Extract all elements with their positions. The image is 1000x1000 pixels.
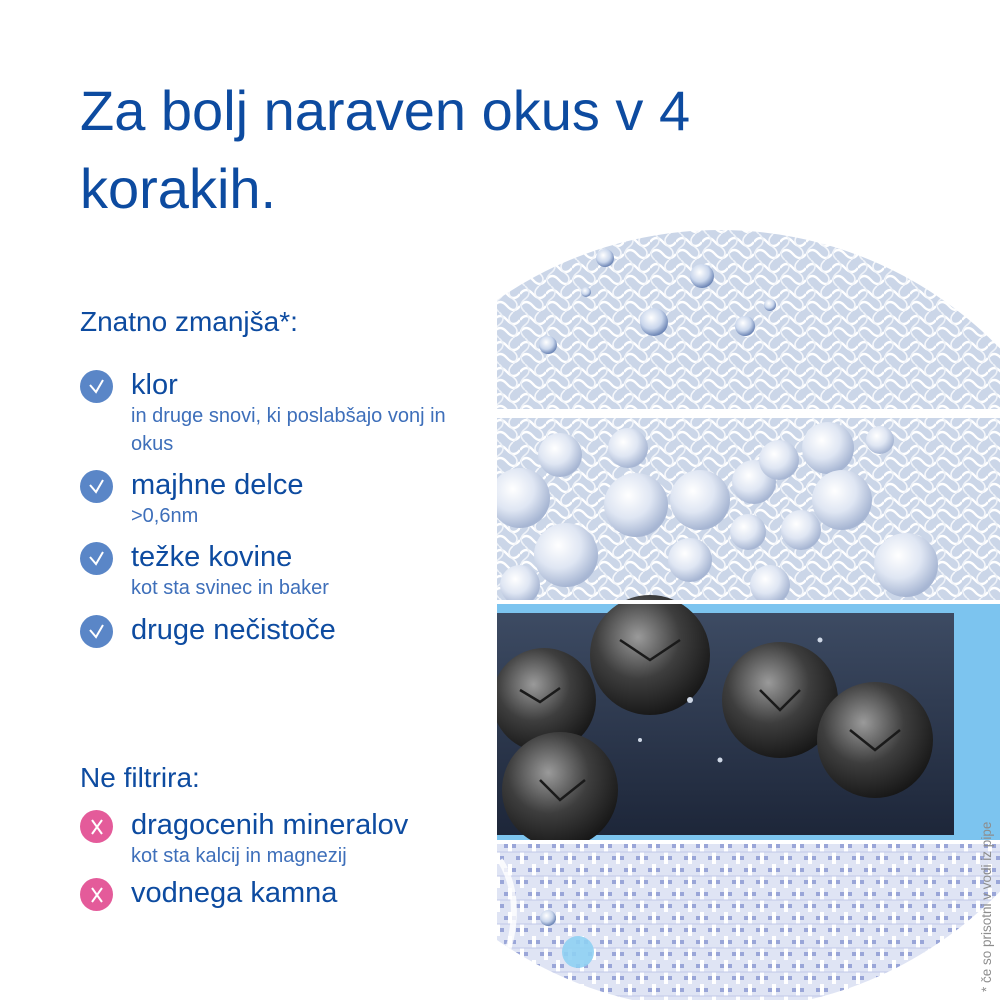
check-icon [80, 542, 113, 575]
layer-carbon [492, 595, 1000, 848]
list-item-particles [80, 468, 304, 530]
list-item-minerals [80, 808, 408, 870]
cross-icon [80, 810, 113, 843]
item-label: druge nečistoče [131, 614, 336, 646]
item-label: dragocenih mineralov [131, 809, 409, 841]
list-item-other-impurities [80, 613, 336, 648]
check-icon [80, 370, 113, 403]
layer-pearls [490, 418, 1000, 605]
item-label: vodnega kamna [131, 877, 338, 909]
item-description: >0,6nm [131, 505, 199, 527]
check-icon [80, 615, 113, 648]
reduces-heading: Znatno zmanjša*: [80, 306, 298, 337]
list-item-chlorine [80, 368, 451, 458]
item-label: klor [131, 369, 178, 401]
item-description: kot sta kalcij in magnezij [131, 845, 347, 867]
item-description: kot sta svinec in baker [131, 577, 329, 599]
item-description: in druge snovi, ki poslabšajo vonj in okus [131, 405, 446, 455]
page-title: Za bolj naraven okus v 4 korakih. [80, 79, 691, 220]
check-icon [80, 470, 113, 503]
cross-icon [80, 878, 113, 911]
item-label: majhne delce [131, 469, 304, 501]
footnote: * če so prisotni v vodi iz pipe [979, 821, 994, 992]
list-item-limescale [80, 876, 337, 911]
layer-fleece [497, 230, 1000, 410]
not-filtered-heading: Ne filtrira: [80, 762, 200, 793]
list-item-heavy-metals [80, 540, 329, 602]
item-label: težke kovine [131, 541, 293, 573]
layer-mesh [497, 843, 1000, 1000]
